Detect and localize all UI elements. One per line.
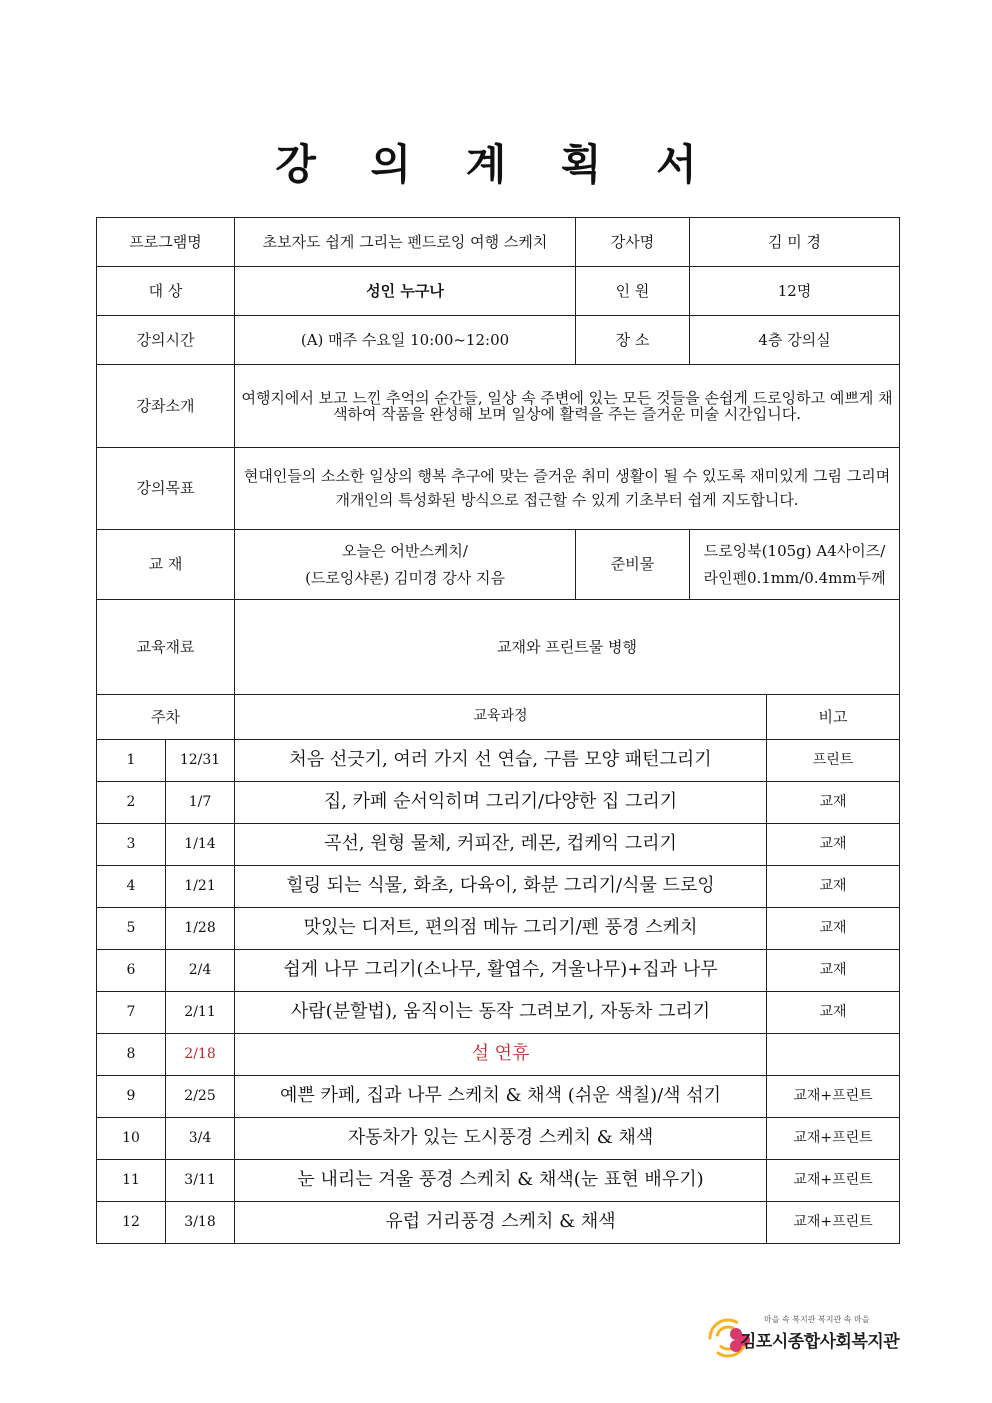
textbook-label: 교 재 bbox=[97, 530, 235, 600]
lecture-plan-table bbox=[96, 217, 900, 1244]
course-content: 자동차가 있는 도시풍경 스케치 & 채색 bbox=[235, 1118, 767, 1160]
textbook-line-2: (드로잉샤론) 김미경 강사 지음 bbox=[305, 568, 505, 587]
materials-label: 교육재료 bbox=[97, 600, 235, 695]
materials-row bbox=[97, 600, 900, 695]
time-value: (A) 매주 수요일 10:00~12:00 bbox=[235, 316, 576, 365]
course-content: 유럽 거리풍경 스케치 & 채색 bbox=[235, 1202, 767, 1244]
goal-label: 강의목표 bbox=[97, 448, 235, 530]
schedule-row bbox=[97, 740, 900, 782]
logo-name: 김포시종합사회복지관 bbox=[740, 1332, 900, 1352]
schedule-row bbox=[97, 1118, 900, 1160]
week-number: 10 bbox=[97, 1118, 166, 1160]
logo-slogan: 마을 속 복지관 복지관 속 마을 bbox=[764, 1315, 870, 1324]
intro-value: 여행지에서 보고 느낀 추억의 순간들, 일상 속 주변에 있는 모든 것들을 손쉽게 드로잉하고 예쁘게 채색하여 작품을 완성해 보며 일상에 활력을 주는 즐거운 미술 시간입니다. bbox=[235, 365, 900, 448]
course-content: 사람(분할법), 움직이는 동작 그려보기, 자동차 그리기 bbox=[235, 992, 767, 1034]
instructor-label: 강사명 bbox=[576, 218, 690, 267]
week-number: 2 bbox=[97, 782, 166, 824]
instructor-value: 김 미 경 bbox=[690, 218, 900, 267]
target-value: 성인 누구나 bbox=[235, 267, 576, 316]
time-row bbox=[97, 316, 900, 365]
schedule-row bbox=[97, 782, 900, 824]
time-label: 강의시간 bbox=[97, 316, 235, 365]
session-date: 1/28 bbox=[166, 908, 235, 950]
session-note: 교재+프린트 bbox=[767, 1160, 900, 1202]
capacity-label: 인 원 bbox=[576, 267, 690, 316]
schedule-row bbox=[97, 992, 900, 1034]
session-date: 3/4 bbox=[166, 1118, 235, 1160]
course-content: 집, 카페 순서익히며 그리기/다양한 집 그리기 bbox=[235, 782, 767, 824]
course-content: 처음 선긋기, 여러 가지 선 연습, 구름 모양 패턴그리기 bbox=[235, 740, 767, 782]
session-note: 교재 bbox=[767, 908, 900, 950]
place-label: 장 소 bbox=[576, 316, 690, 365]
page-title: 강 의 계 획 서 bbox=[275, 140, 717, 189]
schedule-row bbox=[97, 950, 900, 992]
session-note: 교재 bbox=[767, 866, 900, 908]
schedule-row bbox=[97, 1034, 900, 1076]
session-date: 2/11 bbox=[166, 992, 235, 1034]
session-note bbox=[767, 1034, 900, 1076]
week-number: 9 bbox=[97, 1076, 166, 1118]
week-number: 6 bbox=[97, 950, 166, 992]
week-number: 1 bbox=[97, 740, 166, 782]
week-number: 12 bbox=[97, 1202, 166, 1244]
schedule-header-row bbox=[97, 695, 900, 740]
supplies-line-1: 드로잉북(105g) A4사이즈/ bbox=[703, 542, 886, 561]
supplies-line-2: 라인펜0.1mm/0.4mm두께 bbox=[703, 568, 886, 587]
course-content: 예쁜 카페, 집과 나무 스케치 & 채색 (쉬운 색칠)/색 섞기 bbox=[235, 1076, 767, 1118]
schedule-row bbox=[97, 866, 900, 908]
schedule-row bbox=[97, 908, 900, 950]
intro-label: 강좌소개 bbox=[97, 365, 235, 448]
place-value: 4층 강의실 bbox=[690, 316, 900, 365]
session-date: 3/11 bbox=[166, 1160, 235, 1202]
week-number: 4 bbox=[97, 866, 166, 908]
session-note: 프린트 bbox=[767, 740, 900, 782]
goal-value: 현대인들의 소소한 일상의 행복 추구에 맞는 즐거운 취미 생활이 될 수 있도록 재미있게 그림 그리며 개개인의 특성화된 방식으로 접근할 수 있게 기초부터 쉽게 지도합니다. bbox=[235, 448, 900, 530]
course-content: 설 연휴 bbox=[235, 1034, 767, 1076]
course-content: 맛있는 디저트, 편의점 메뉴 그리기/펜 풍경 스케치 bbox=[235, 908, 767, 950]
session-note: 교재+프린트 bbox=[767, 1118, 900, 1160]
goal-row bbox=[97, 448, 900, 530]
session-note: 교재 bbox=[767, 950, 900, 992]
session-date: 2/18 bbox=[166, 1034, 235, 1076]
week-number: 7 bbox=[97, 992, 166, 1034]
session-date: 2/25 bbox=[166, 1076, 235, 1118]
session-date: 2/4 bbox=[166, 950, 235, 992]
session-date: 3/18 bbox=[166, 1202, 235, 1244]
session-date: 1/21 bbox=[166, 866, 235, 908]
note-header: 비고 bbox=[767, 695, 900, 740]
target-label: 대 상 bbox=[97, 267, 235, 316]
session-note: 교재 bbox=[767, 782, 900, 824]
session-date: 1/7 bbox=[166, 782, 235, 824]
course-content: 힐링 되는 식물, 화초, 다육이, 화분 그리기/식물 드로잉 bbox=[235, 866, 767, 908]
session-date: 1/14 bbox=[166, 824, 235, 866]
session-note: 교재+프린트 bbox=[767, 1202, 900, 1244]
session-date: 12/31 bbox=[166, 740, 235, 782]
schedule-row bbox=[97, 824, 900, 866]
week-number: 11 bbox=[97, 1160, 166, 1202]
schedule-body bbox=[97, 740, 900, 1244]
week-number: 8 bbox=[97, 1034, 166, 1076]
textbook-row bbox=[97, 530, 900, 600]
intro-row bbox=[97, 365, 900, 448]
supplies-value bbox=[690, 530, 900, 600]
week-number: 3 bbox=[97, 824, 166, 866]
week-number: 5 bbox=[97, 908, 166, 950]
program-label: 프로그램명 bbox=[97, 218, 235, 267]
target-row bbox=[97, 267, 900, 316]
materials-value: 교재와 프린트물 병행 bbox=[235, 600, 900, 695]
course-header: 교육과정 bbox=[235, 695, 767, 740]
course-content: 눈 내리는 겨울 풍경 스케치 & 채색(눈 표현 배우기) bbox=[235, 1160, 767, 1202]
schedule-row bbox=[97, 1160, 900, 1202]
schedule-row bbox=[97, 1202, 900, 1244]
textbook-line-1: 오늘은 어반스케치/ bbox=[342, 542, 468, 561]
program-value: 초보자도 쉽게 그리는 펜드로잉 여행 스케치 bbox=[235, 218, 576, 267]
program-row bbox=[97, 218, 900, 267]
session-note: 교재 bbox=[767, 824, 900, 866]
session-note: 교재 bbox=[767, 992, 900, 1034]
textbook-value bbox=[235, 530, 576, 600]
capacity-value: 12명 bbox=[690, 267, 900, 316]
session-note: 교재+프린트 bbox=[767, 1076, 900, 1118]
course-content: 곡선, 원형 물체, 커피잔, 레몬, 컵케익 그리기 bbox=[235, 824, 767, 866]
supplies-label: 준비물 bbox=[576, 530, 690, 600]
week-header: 주차 bbox=[97, 695, 235, 740]
schedule-row bbox=[97, 1076, 900, 1118]
course-content: 쉽게 나무 그리기(소나무, 활엽수, 겨울나무)+집과 나무 bbox=[235, 950, 767, 992]
